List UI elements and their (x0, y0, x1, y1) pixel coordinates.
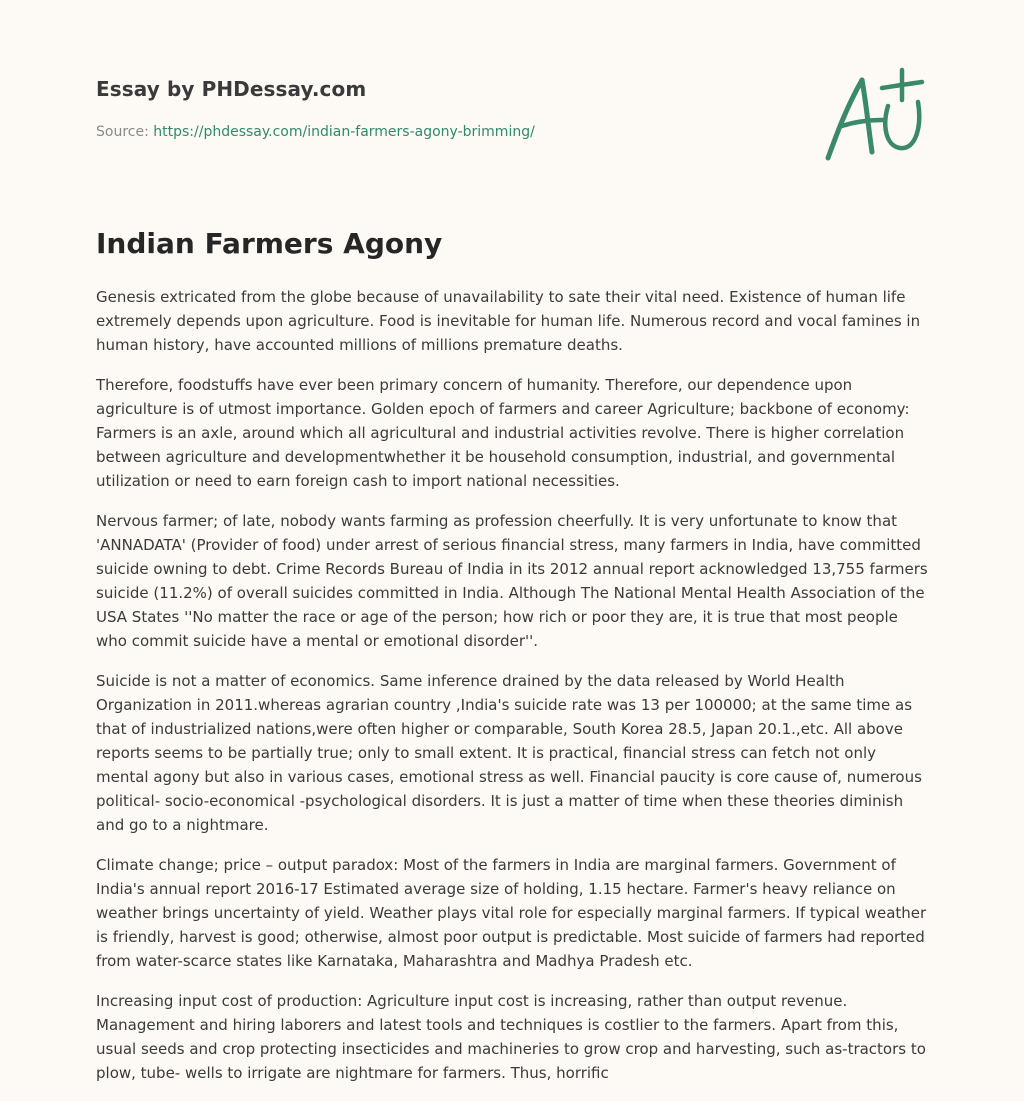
essay-paragraph: Increasing input cost of production: Agriculture input cost is increasing, rather than output revenue. Management and hiring laborers and latest tools and techniques is costlier to the farmers. Apart from this, usual seeds and crop protecting insecticides and machineries to grow crop and harvesting, such as-tractors to plow, tube- wells to irrigate are nightmare for farmers. Thus, horrific (96, 992, 926, 1082)
source-line (96, 124, 535, 140)
essay-page (96, 0, 932, 1082)
essay-paragraph: Genesis extricated from the globe because of unavailability to sate their vital need. Existence of human life extremely depends upon agriculture. Food is inevitable for human life. Numerous record and vocal famines in human history, have accounted millions of millions premature deaths. (96, 288, 921, 354)
source-label: Source: (96, 124, 154, 140)
site-name: Essay by PHDessay.com (96, 77, 367, 101)
essay-paragraph: Suicide is not a matter of economics. Same inference drained by the data released by World Health Organization in 2011.whereas agrarian country ,India's suicide rate was 13 per 100000; at the same time as that of industrialized nations,were often higher or comparable, South Korea 28.5, Japan 20.1.,etc. All above reports seems to be partially true; only to small extent. It is practical, financial stress can fetch not only mental agony but also in various cases, emotional stress as well. Financial paucity is core cause of, numerous political- socio-economical -psychological disorders. It is just a matter of time when these theories diminish and go to a nightmare. (96, 672, 922, 834)
essay-paragraph: Climate change; price – output paradox: Most of the farmers in India are marginal farmers. Government of India's annual report 2016-17 Estimated average size of holding, 1.15 hectare. Farmer's heavy reliance on weather brings uncertainty of yield. Weather plays vital role for especially marginal farmers. If typical weather is friendly, harvest is good; otherwise, almost poor output is predictable. Most suicide of farmers had reported from water-scarce states like Karnataka, Maharashtra and Madhya Pradesh etc. (96, 856, 927, 970)
source-link[interactable]: https://phdessay.com/indian-farmers-agony-brimming/ (153, 124, 535, 140)
page-header (96, 0, 932, 200)
essay-body (96, 285, 932, 1101)
essay-title: Indian Farmers Agony (96, 227, 443, 260)
essay-paragraph: Nervous farmer; of late, nobody wants farming as profession cheerfully. It is very unfortunate to know that 'ANNADATA' (Provider of food) under arrest of serious financial stress, many farmers in India, have committed suicide owning to debt. Crime Records Bureau of India in its 2012 annual report acknowledged 13,755 farmers suicide (11.2%) of overall suicides committed in India. Although The National Mental Health Association of the USA States ''No matter the race or age of the person; how rich or poor they are, it is true that most people who commit suicide have a mental or emotional disorder''. (96, 512, 928, 650)
essay-paragraph: Therefore, foodstuffs have ever been primary concern of humanity. Therefore, our dependence upon agriculture is of utmost importance. Golden epoch of farmers and career Agriculture; backbone of economy: Farmers is an axle, around which all agricultural and industrial activities revolve. There is higher correlation between agriculture and developmentwhether it be household consumption, industrial, and governmental utilization or need to earn foreign cash to import national necessities. (96, 376, 910, 490)
a-plus-logo-icon (822, 66, 928, 166)
